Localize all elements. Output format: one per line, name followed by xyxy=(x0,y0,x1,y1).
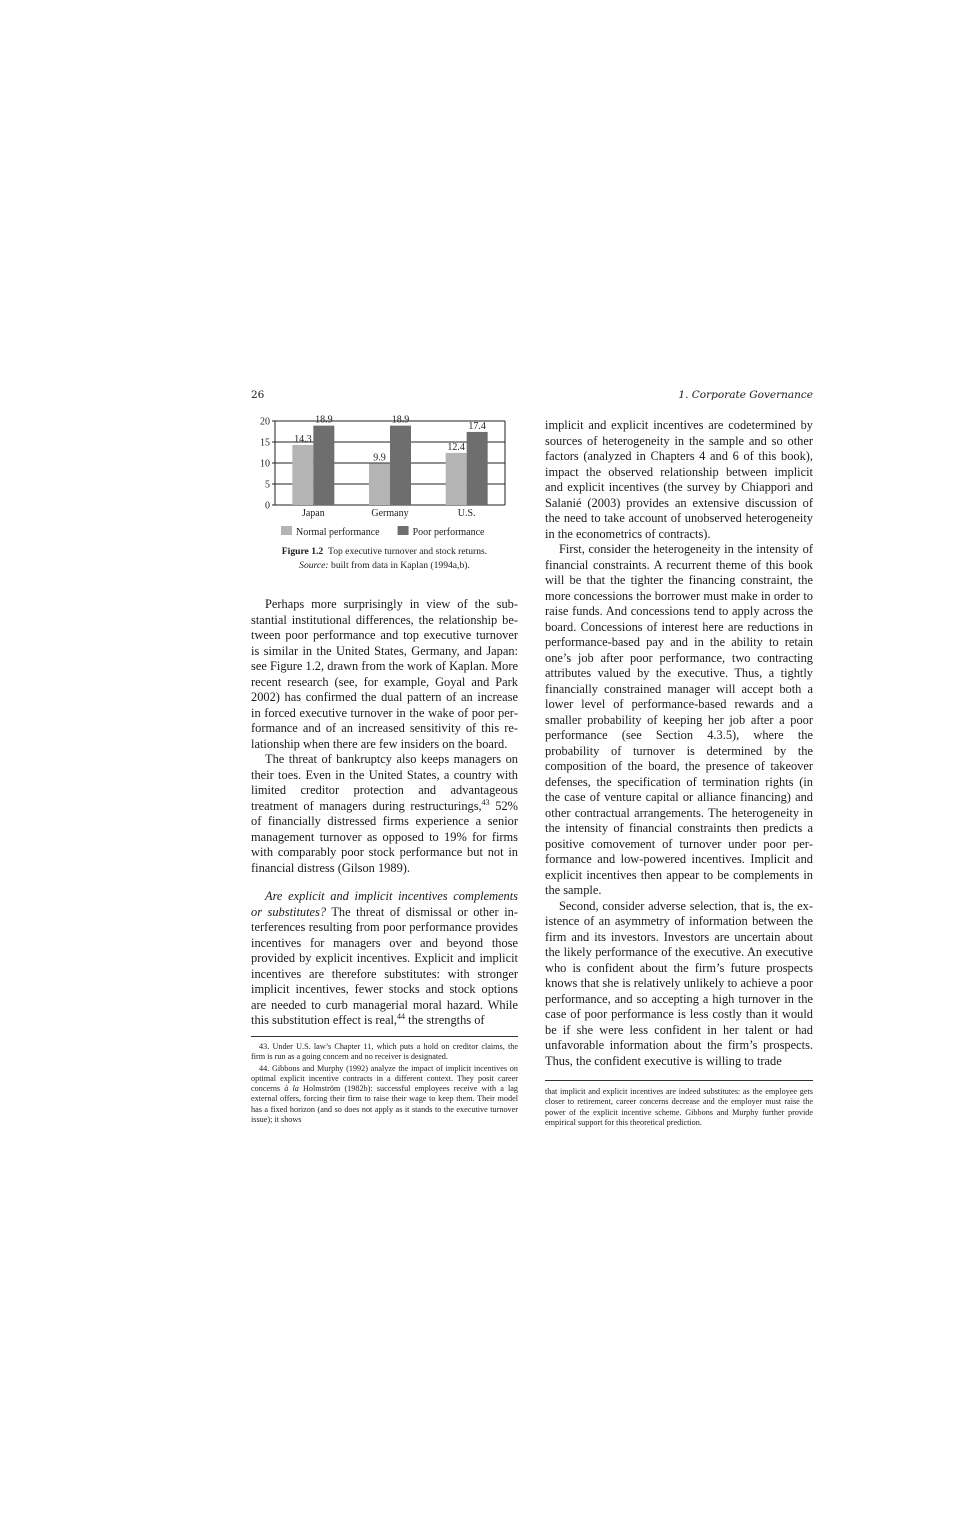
bar-value-label: 17.4 xyxy=(468,420,486,432)
bar-value-label: 9.9 xyxy=(373,452,386,464)
legend-swatch xyxy=(281,526,292,535)
legend-label: Normal performance xyxy=(296,527,380,538)
x-tick-label: Germany xyxy=(371,508,409,519)
bar xyxy=(446,453,467,505)
footnote-rule xyxy=(545,1080,813,1081)
bar xyxy=(313,426,334,505)
paragraph-lead-question: Are explicit and implicit incentives complements or substitutes? xyxy=(251,889,518,919)
y-tick-label: 20 xyxy=(260,416,270,428)
figure-source-text: built from data in Kaplan (1994a,b). xyxy=(331,560,470,571)
footnote-43: 43. Under U.S. law’s Chapter 11, which puts a hold on creditor claims, the firm is run as a going concern and no receiver is designated. xyxy=(251,1042,518,1062)
right-text-column xyxy=(545,418,813,1069)
footnote-ref-43: 43 xyxy=(481,797,490,807)
y-tick-label: 0 xyxy=(265,500,270,512)
footnote-44: 44. Gibbons and Murphy (1992) analyze the impact of implicit incentives on optimal explicit incentive contracts in a different context. They posit career concerns à la Holmström (1982b): successful employees receive with a lag external offers, forcing their firm to raise their wage to keep them. Their model has a fixed horizon (and so does not apply as it stands to the executive turnover issue); it shows xyxy=(251,1063,518,1125)
bar xyxy=(390,426,411,505)
chapter-title: 1. Corporate Governance xyxy=(678,389,813,401)
paragraph: Are explicit and implicit incentives complements or substitutes? The threat of dismissal or other interferences resulting from poor performance provides incentives for managers over and beyond those provided by explicit incentives. Explicit and implicit incentives are therefore substitutes: with stronger implicit incentives, fewer stocks and stock options are needed to curb managerial moral hazard. While this substitution effect is real,$^{44}$ the strengths of xyxy=(251,889,518,1027)
paragraph: implicit and explicit incentives are codetermined by sources of heterogeneity in the sample and so other factors (analyzed in Chapters 4 and 6 of this book), impact the observed relationship between implicit and explicit incentives (the survey by Chiappori and Salanié (2003) provides an extensive discussion of the need to take account of unobserved heterogeneity in the econometrics of contracts). xyxy=(545,418,813,541)
bar xyxy=(292,445,313,505)
bar xyxy=(369,463,390,505)
legend-swatch xyxy=(398,526,409,535)
chart-bars xyxy=(292,426,487,505)
left-text-column xyxy=(251,597,518,1029)
bar-chart xyxy=(251,414,519,542)
x-tick-label: U.S. xyxy=(457,508,476,519)
footnote-ref-44: 44 xyxy=(397,1011,406,1021)
page-number: 26 xyxy=(251,389,265,401)
bar-value-label: 12.4 xyxy=(447,441,465,453)
figure-caption-text: Top executive turnover and stock returns. xyxy=(328,546,488,557)
x-axis-labels xyxy=(302,508,476,519)
x-tick-label: Japan xyxy=(301,508,325,519)
paragraph: First, consider the heterogeneity in the intensity of financial constraints. A recurrent theme of this book will be that the tighter the financing constraint, the more concessions the borrower must make in order to raise funds. And concessions tend to apply across the board. Concessions of interest here are reductions in performance-based pay and in the ability to retain one’s job after poor performance, two contracting attributes valued by the executive. Thus, a tightly financially constrained manager will accept both a lower level of performance-based rewards and a smaller probability of keeping her job after a poor performance (see Section 4.3.5), where the probability of turnover is determined by the composition of the board, the presence of takeover defenses, the specification of termination rights (in the case of venture capital or alliance financing) and other contractual arrangements. The heterogeneity in the intensity of financial constraints then predicts a positive comovement of turnover under poor performance and low-powered incentives. Implicit and explicit incentives then appear to be complements in the sample. xyxy=(545,542,813,897)
y-axis-ticks xyxy=(260,417,270,512)
figure-caption xyxy=(251,545,518,573)
figure-label: Figure 1.2 xyxy=(281,546,324,557)
paragraph: Perhaps more surprisingly in view of the substantial institutional differences, the relationship between poor performance and top executive turnover is similar in the United States, Germany, and Japan: see Figure 1.2, drawn from the work of Kaplan. More recent research (see, for example, Goyal and Park 2002) has confirmed the dual pattern of an increase in forced executive turnover in the wake of poor performance and of an increased sensitivity of this relationship when there are few insiders on the board. xyxy=(251,597,518,751)
chart-legend xyxy=(281,526,485,538)
y-tick-label: 5 xyxy=(265,479,270,491)
footnotes-left xyxy=(251,1042,518,1126)
footnote-44-continued: that implicit and explicit incentives are indeed substitutes: as the employee gets closer to retirement, career concerns decrease and the employer must raise the power of the explicit incentive scheme. Gibbons and Murphy further provide empirical support for this theoretical prediction. xyxy=(545,1087,813,1127)
legend-label: Poor performance xyxy=(412,527,485,538)
y-tick-label: 10 xyxy=(260,458,270,470)
footnote-rule xyxy=(251,1036,518,1037)
figure-source-label: Source: xyxy=(299,560,329,571)
y-tick-label: 15 xyxy=(260,437,270,449)
bar xyxy=(467,432,488,505)
footnotes-right xyxy=(545,1087,813,1129)
paragraph: Second, consider adverse selection, that is, the existence of an asymmetry of information between the firm and its investors. Investors are uncertain about the likely performance of the executive. An executive who is confident about the firm’s future prospects knows that she is relatively unlikely to achieve a poor performance, and so accepting a high turnover in the case of poor performance is less costly than it would be if she were less confident in her talent or had unfavorable information about the firm’s prospects. Thus, the confident executive is willing to trade xyxy=(545,898,813,1068)
paragraph: The threat of bankruptcy also keeps managers on their toes. Even in the United States, a country with limited creditor protection and advantageous treatment of managers during restructurings,$^{43}$ 52% of financially distressed firms experience a senior management turnover as opposed to 19% for firms with comparably poor stock performance but not in financial distress (Gilson 1989). xyxy=(251,752,518,875)
bar-value-label: 14.3 xyxy=(294,433,312,445)
bar-value-label: 18.9 xyxy=(315,414,333,426)
bar-value-label: 18.9 xyxy=(391,414,410,426)
